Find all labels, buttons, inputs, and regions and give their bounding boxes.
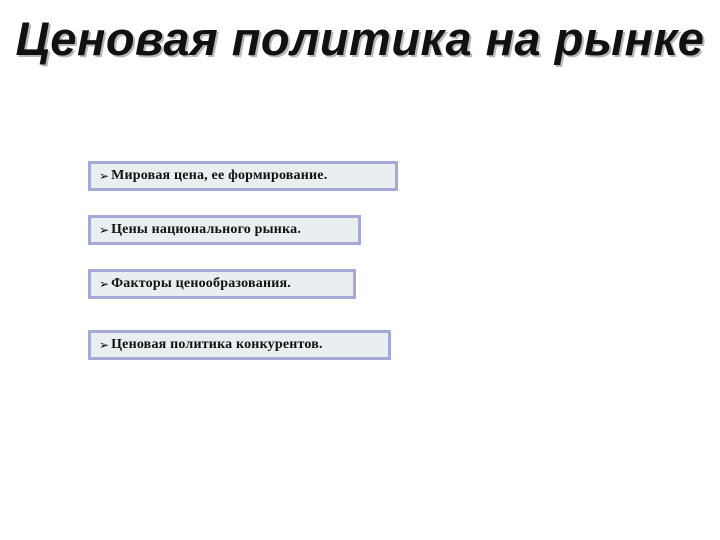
arrow-bullet-icon: ➢ <box>99 169 110 183</box>
arrow-bullet-icon: ➢ <box>99 277 110 291</box>
topic-item-label: Ценовая политика конкурентов. <box>111 337 323 352</box>
topic-item-label: Цены национального рынка. <box>111 222 302 237</box>
topic-item-competitor-pricing[interactable] <box>88 330 391 360</box>
arrow-bullet-icon: ➢ <box>99 223 110 237</box>
topic-item-label: Мировая цена, ее формирование. <box>111 168 328 183</box>
topic-item-national-market-prices[interactable] <box>88 215 361 245</box>
slide-title: Ценовая политика на рынке <box>15 12 705 65</box>
arrow-bullet-icon: ➢ <box>99 338 110 352</box>
topic-item-label: Факторы ценообразования. <box>111 276 291 291</box>
topic-item-pricing-factors[interactable] <box>88 269 356 299</box>
topic-item-world-price[interactable] <box>88 161 398 191</box>
